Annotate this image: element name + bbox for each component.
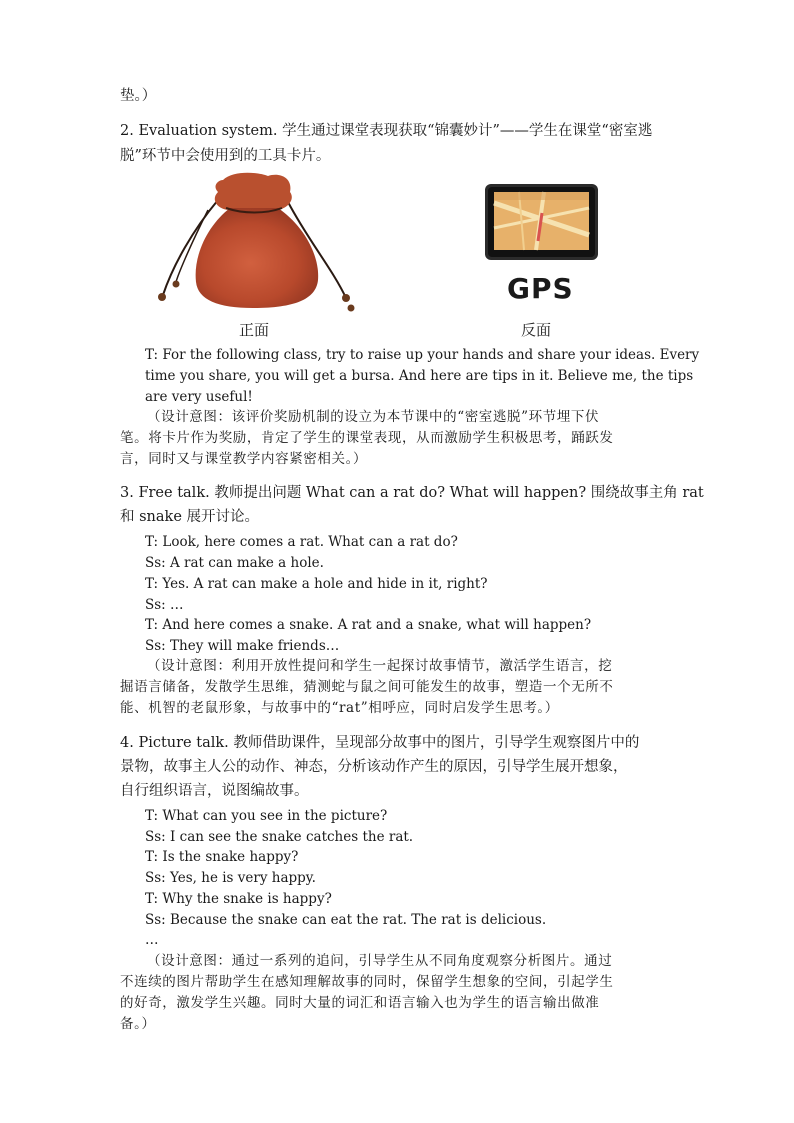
dialog-line: Ss: I can see the snake catches the rat. [145,829,414,845]
section2-heading-line2: 脱”环节中会使用到的工具卡片。 [120,148,331,164]
brocade-pouch-image [148,170,363,315]
design-intent-note: 不连续的图片帮助学生在感知理解故事的同时，保留学生想象的空间，引起学生 [120,974,614,990]
dialog-line: … [145,932,159,948]
design-intent-note: 能、机智的老鼠形象，与故事中的“rat”相呼应，同时启发学生思考。） [120,700,559,716]
design-intent-note: （设计意图：利用开放性提问和学生一起探讨故事情节，激活学生语言，挖 [147,658,613,674]
section2-heading-line1: 2. Evaluation system. 学生通过课堂表现获取“锦囊妙计”——学生在课堂“密室逃 [120,123,653,139]
pouch-caption-front: 正面 [239,321,270,339]
section3-heading-line1: 3. Free talk. 教师提出问题 What can a rat do? What will happen? 围绕故事主角 rat [120,485,704,501]
design-intent-note: 的好奇，激发学生兴趣。同时大量的词汇和语言输入也为学生的语言输出做准 [120,995,600,1011]
gps-label: GPS [507,272,574,305]
dialog-line: T: Look, here comes a rat. What can a rat do? [145,534,458,550]
dialog-line: are very useful! [145,389,253,405]
dialog-line: Ss: Because the snake can eat the rat. The rat is delicious. [145,912,547,928]
gps-caption-back: 反面 [521,321,552,339]
design-intent-note: 笔。将卡片作为奖励，肯定了学生的课堂表现，从而激励学生积极思考，踊跃发 [120,430,614,446]
dialog-line: Ss: A rat can make a hole. [145,555,324,571]
dialog-line: T: Is the snake happy? [145,849,299,865]
gps-device-image [484,183,599,261]
design-intent-note: 言，同时又与课堂教学内容紧密相关。） [120,451,368,467]
design-intent-note: 掘语言储备，发散学生思维，猜测蛇与鼠之间可能发生的故事，塑造一个无所不 [120,679,614,695]
dialog-line: Ss: Yes, he is very happy. [145,870,316,886]
dialog-line: Ss: … [145,597,184,613]
section4-heading-line1: 4. Picture talk. 教师借助课件，呈现部分故事中的图片，引导学生观察图片中的 [120,735,640,751]
dialog-line: T: And here comes a snake. A rat and a snake, what will happen? [145,617,592,633]
dialog-line: time you share, you will get a bursa. And here are tips in it. Believe me, the tips [145,368,694,384]
section4-heading-line2: 景物，故事主人公的动作、神态，分析该动作产生的原因，引导学生展开想象， [120,759,628,775]
design-intent-note: （设计意图：通过一系列的追问，引导学生从不同角度观察分析图片。通过 [147,953,613,969]
dialog-line: T: What can you see in the picture? [145,808,388,824]
design-intent-note: （设计意图：该评价奖励机制的设立为本节课中的“密室逃脱”环节埋下伏 [147,409,600,425]
dialog-line: T: Why the snake is happy? [145,891,332,907]
dialog-line: Ss: They will make friends… [145,638,340,654]
dialog-line: T: For the following class, try to raise up your hands and share your ideas. Every [145,347,700,363]
dialog-line: T: Yes. A rat can make a hole and hide in it, right? [145,576,488,592]
carryover-line: 垫。） [120,88,157,104]
section4-heading-line3: 自行组织语言，说图编故事。 [120,783,309,799]
section3-heading-line2: 和 snake 展开讨论。 [120,509,260,525]
design-intent-note: 备。） [120,1016,156,1032]
